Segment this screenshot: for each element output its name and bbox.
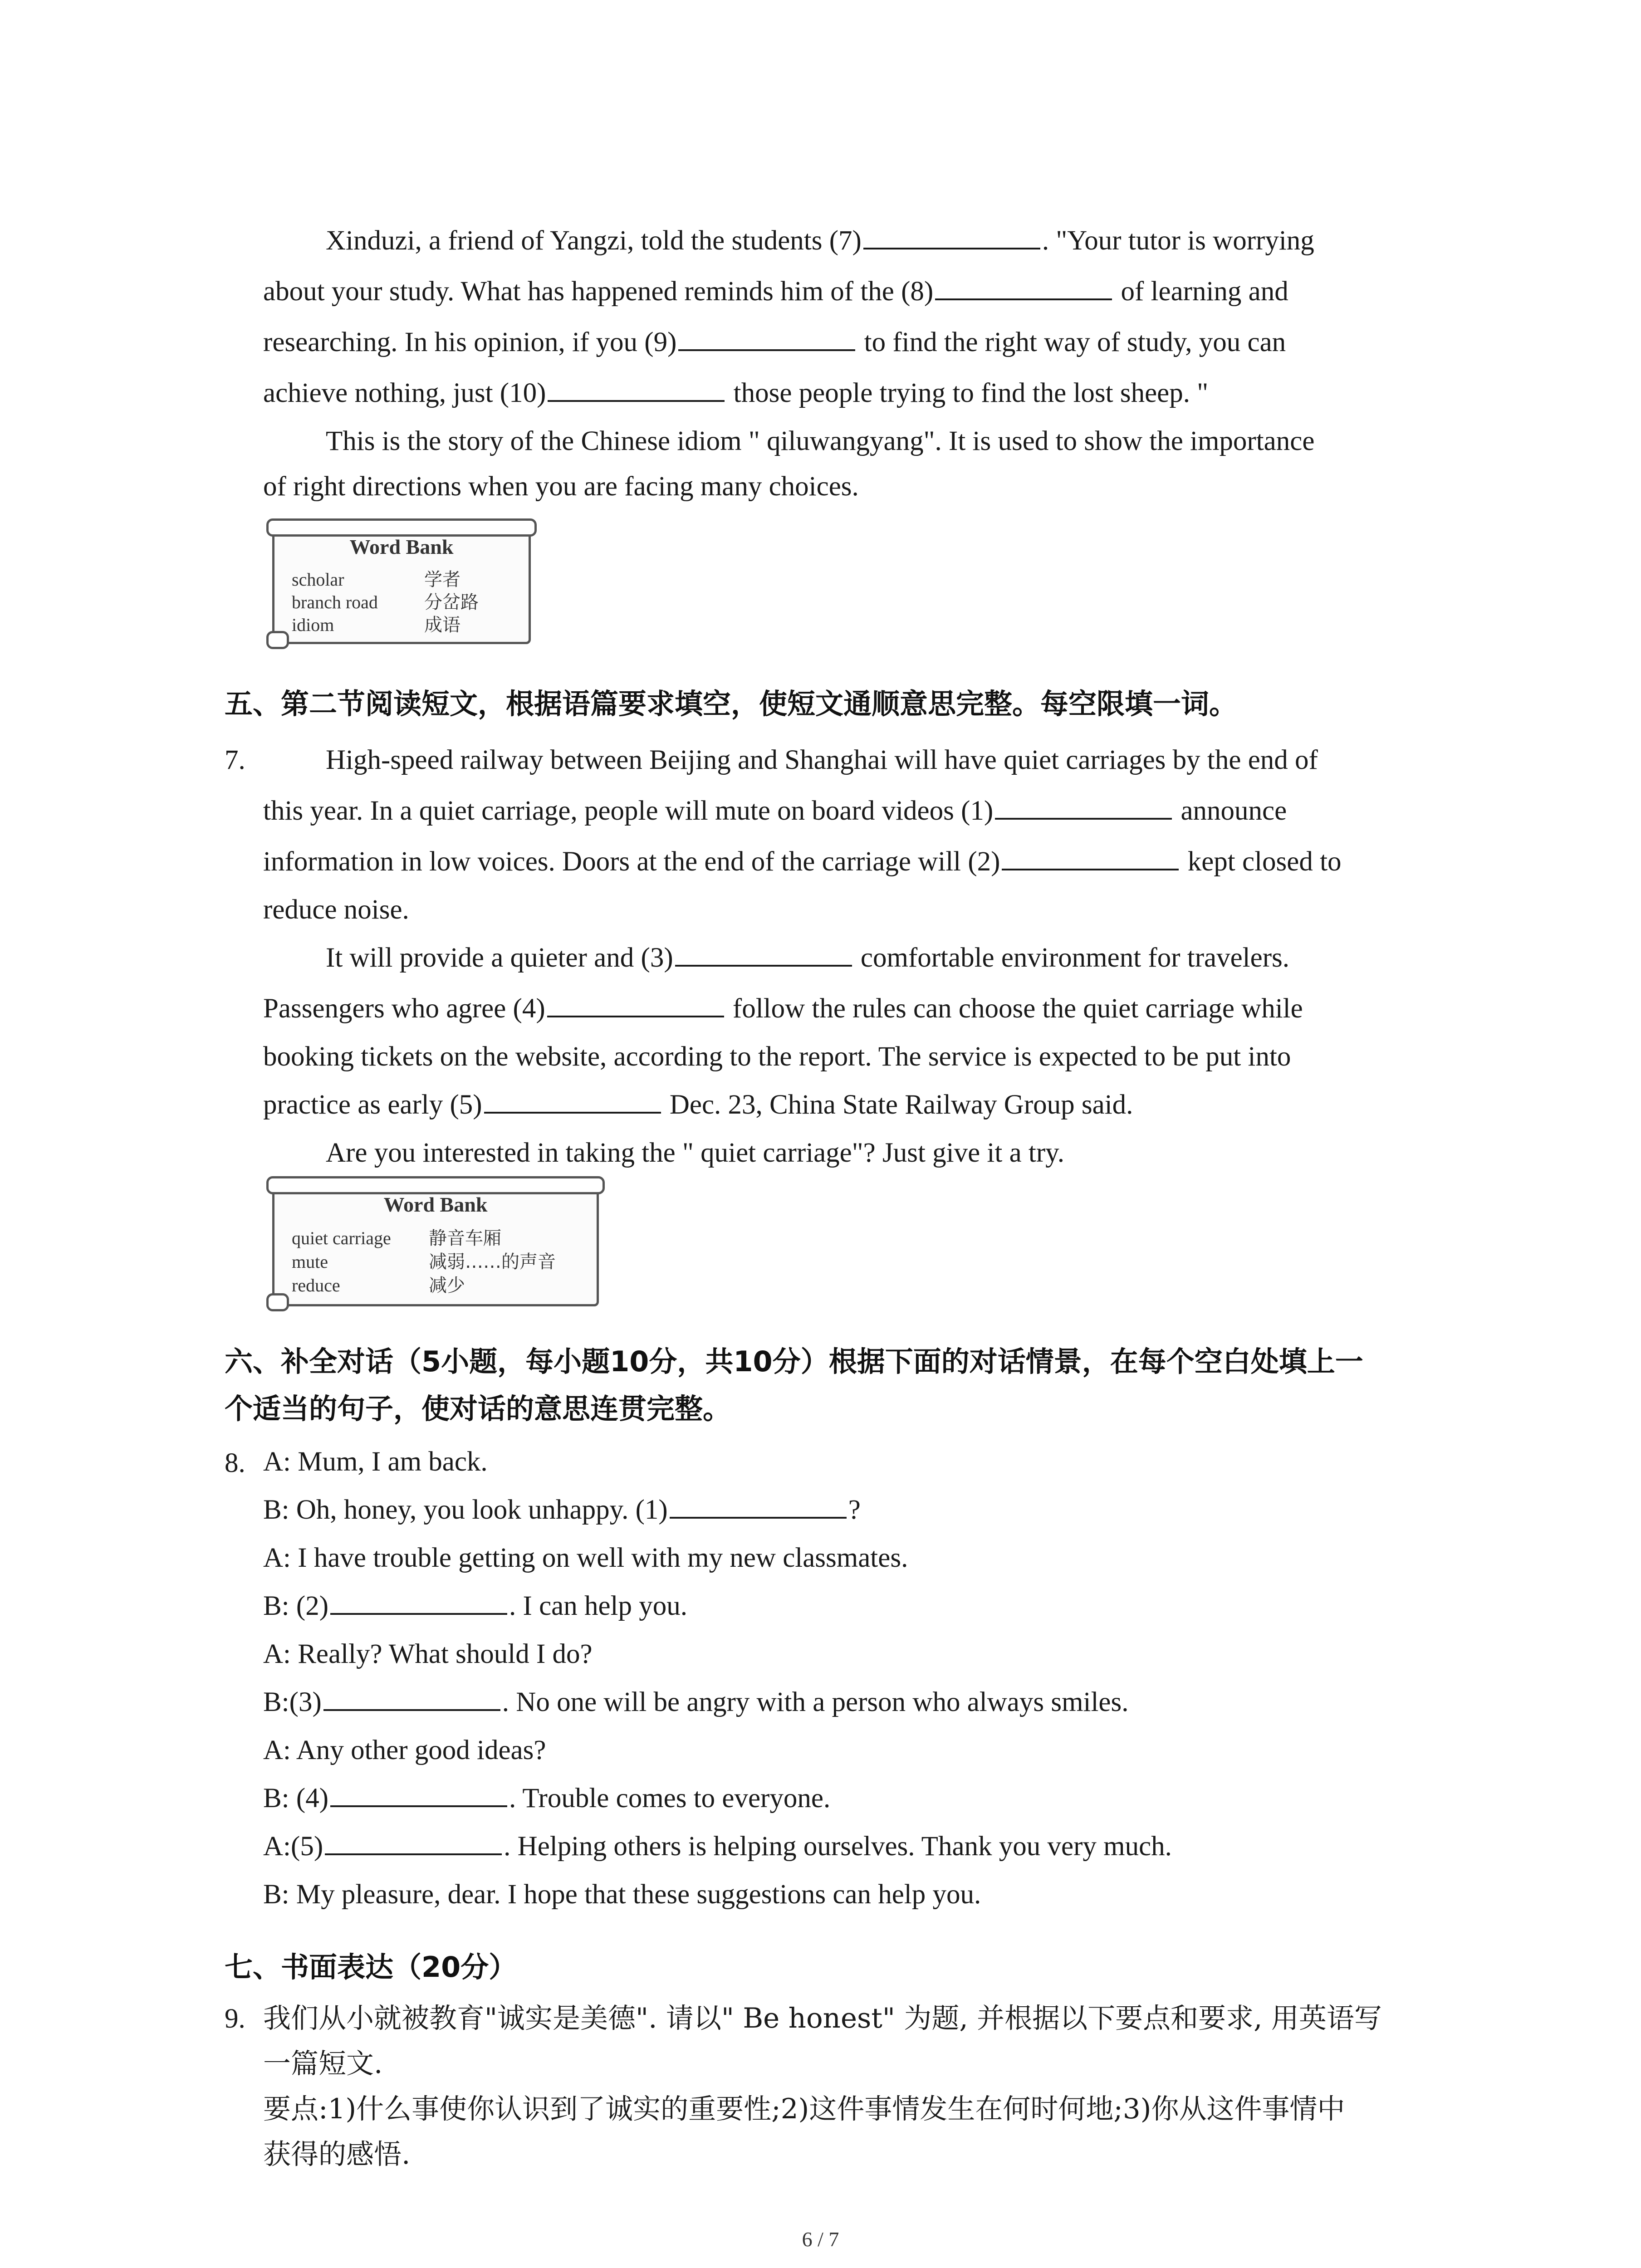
passage-line: booking tickets on the website, according to the report. The service is expected to be put into xyxy=(263,1041,1291,1072)
blank-q7-4[interactable] xyxy=(547,991,724,1017)
word-bank-2 xyxy=(272,1184,599,1306)
word-bank-en: quiet carriage xyxy=(292,1228,391,1248)
dialogue-line: B: My pleasure, dear. I hope that these suggestions can help you. xyxy=(263,1879,981,1910)
blank-q8-1[interactable] xyxy=(670,1492,847,1519)
dialogue-line: B: (2) . I can help you. xyxy=(263,1582,1443,1630)
scroll-curl-bottom xyxy=(266,1293,289,1311)
word-bank-en: reduce xyxy=(292,1275,340,1295)
scroll-curl-bottom xyxy=(266,631,289,649)
passage-line: It will provide a quieter and (3) comfortable environment for travelers. xyxy=(263,933,1443,983)
passage-line: High-speed railway between Beijing and Shanghai will have quiet carriages by the end of xyxy=(326,745,1318,775)
word-bank-1 xyxy=(272,526,531,644)
passage-line: information in low voices. Doors at the end of the carriage will (2) kept closed to xyxy=(263,836,1443,887)
question-number-8: 8. xyxy=(225,1448,245,1478)
passage-line: Are you interested in taking the " quiet carriage"? Just give it a try. xyxy=(326,1138,1064,1168)
section-5-heading: 五、第二节阅读短文，根据语篇要求填空，使短文通顺意思完整。每空限填一词。 xyxy=(225,687,1238,720)
writing-prompt-line: 一篇短文. xyxy=(263,2048,383,2080)
passage-line: reduce noise. xyxy=(263,894,409,925)
blank-7[interactable] xyxy=(863,223,1040,249)
scroll-curl-top xyxy=(266,1176,605,1194)
writing-prompt-line: 获得的感悟. xyxy=(263,2138,411,2170)
word-bank-cn: 减弱……的声音 xyxy=(429,1251,556,1272)
passage-line: This is the story of the Chinese idiom " qiluwangyang". It is used to show the importance xyxy=(326,426,1315,456)
word-bank-cn: 学者 xyxy=(424,569,460,590)
dialogue-line: A: I have trouble getting on well with my new classmates. xyxy=(263,1543,908,1573)
passage-line: Xinduzi, a friend of Yangzi, told the students (7) . "Your tutor is worrying xyxy=(263,215,1443,266)
word-bank-en: mute xyxy=(292,1251,328,1272)
dialogue-line: A: Really? What should I do? xyxy=(263,1639,593,1669)
blank-q8-2[interactable] xyxy=(330,1589,507,1615)
passage-line: researching. In his opinion, if you (9) to find the right way of study, you can xyxy=(263,317,1443,368)
word-bank-en: idiom xyxy=(292,615,334,635)
question-number-9: 9. xyxy=(225,2004,245,2034)
question-8-dialogue xyxy=(263,1438,1443,1919)
dialogue-line: A: Mum, I am back. xyxy=(263,1447,488,1477)
blank-q8-3[interactable] xyxy=(323,1685,500,1711)
question-9-text xyxy=(263,1996,1443,2177)
passage-6-text xyxy=(263,215,1443,509)
section-6-heading-line: 个适当的句子，使对话的意思连贯完整。 xyxy=(225,1392,731,1425)
blank-q7-2[interactable] xyxy=(1002,844,1179,870)
section-6-heading-line: 六、补全对话（5小题，每小题10分，共10分）根据下面的对话情景，在每个空白处填上一 xyxy=(225,1345,1363,1378)
word-bank-cn: 减少 xyxy=(429,1275,465,1296)
scroll-curl-top xyxy=(266,518,537,537)
blank-q8-4[interactable] xyxy=(330,1781,507,1807)
section-6-heading xyxy=(225,1338,1450,1432)
dialogue-line: B:(3) . No one will be angry with a person who always smiles. xyxy=(263,1678,1443,1726)
word-bank-cn: 分岔路 xyxy=(424,592,479,613)
passage-line: of right directions when you are facing many choices. xyxy=(263,471,859,502)
dialogue-line: B: (4) . Trouble comes to everyone. xyxy=(263,1774,1443,1823)
word-bank-title: Word Bank xyxy=(383,1193,488,1216)
passage-line: this year. In a quiet carriage, people will mute on board videos (1) announce xyxy=(263,786,1443,836)
blank-q7-1[interactable] xyxy=(995,793,1172,820)
word-bank-en: scholar xyxy=(292,569,344,590)
word-bank-en: branch road xyxy=(292,592,378,612)
section-7-heading: 七、书面表达（20分） xyxy=(225,1950,517,1984)
passage-line: achieve nothing, just (10) those people trying to find the lost sheep. " xyxy=(263,368,1443,419)
blank-q7-3[interactable] xyxy=(675,940,852,967)
writing-prompt-line: 我们从小就被教育"诚实是美德". 请以" Be honest" 为题, 并根据以下要点和要求, 用英语写 xyxy=(263,2002,1382,2034)
blank-q8-5[interactable] xyxy=(325,1829,502,1855)
word-bank-title: Word Bank xyxy=(349,535,454,558)
passage-line: Passengers who agree (4) follow the rules can choose the quiet carriage while xyxy=(263,983,1443,1034)
writing-prompt-line: 要点:1)什么事使你认识到了诚实的重要性;2)这件事情发生在何时何地;3)你从这件事情中 xyxy=(263,2093,1345,2125)
word-bank-cn: 成语 xyxy=(424,615,460,635)
blank-8[interactable] xyxy=(935,274,1112,300)
blank-q7-5[interactable] xyxy=(484,1087,661,1114)
dialogue-line: A: Any other good ideas? xyxy=(263,1735,546,1765)
blank-10[interactable] xyxy=(548,376,725,402)
passage-line: about your study. What has happened reminds him of the (8) of learning and xyxy=(263,266,1443,317)
dialogue-line: A:(5) . Helping others is helping ourselves. Thank you very much. xyxy=(263,1823,1443,1871)
passage-line: practice as early (5) Dec. 23, China State Railway Group said. xyxy=(263,1080,1443,1130)
question-7-text xyxy=(263,735,1443,1176)
blank-9[interactable] xyxy=(678,325,855,351)
page-number: 6 / 7 xyxy=(802,2228,839,2251)
question-number-7: 7. xyxy=(225,745,245,775)
dialogue-line: B: Oh, honey, you look unhappy. (1) ? xyxy=(263,1486,1443,1534)
word-bank-cn: 静音车厢 xyxy=(429,1228,501,1249)
